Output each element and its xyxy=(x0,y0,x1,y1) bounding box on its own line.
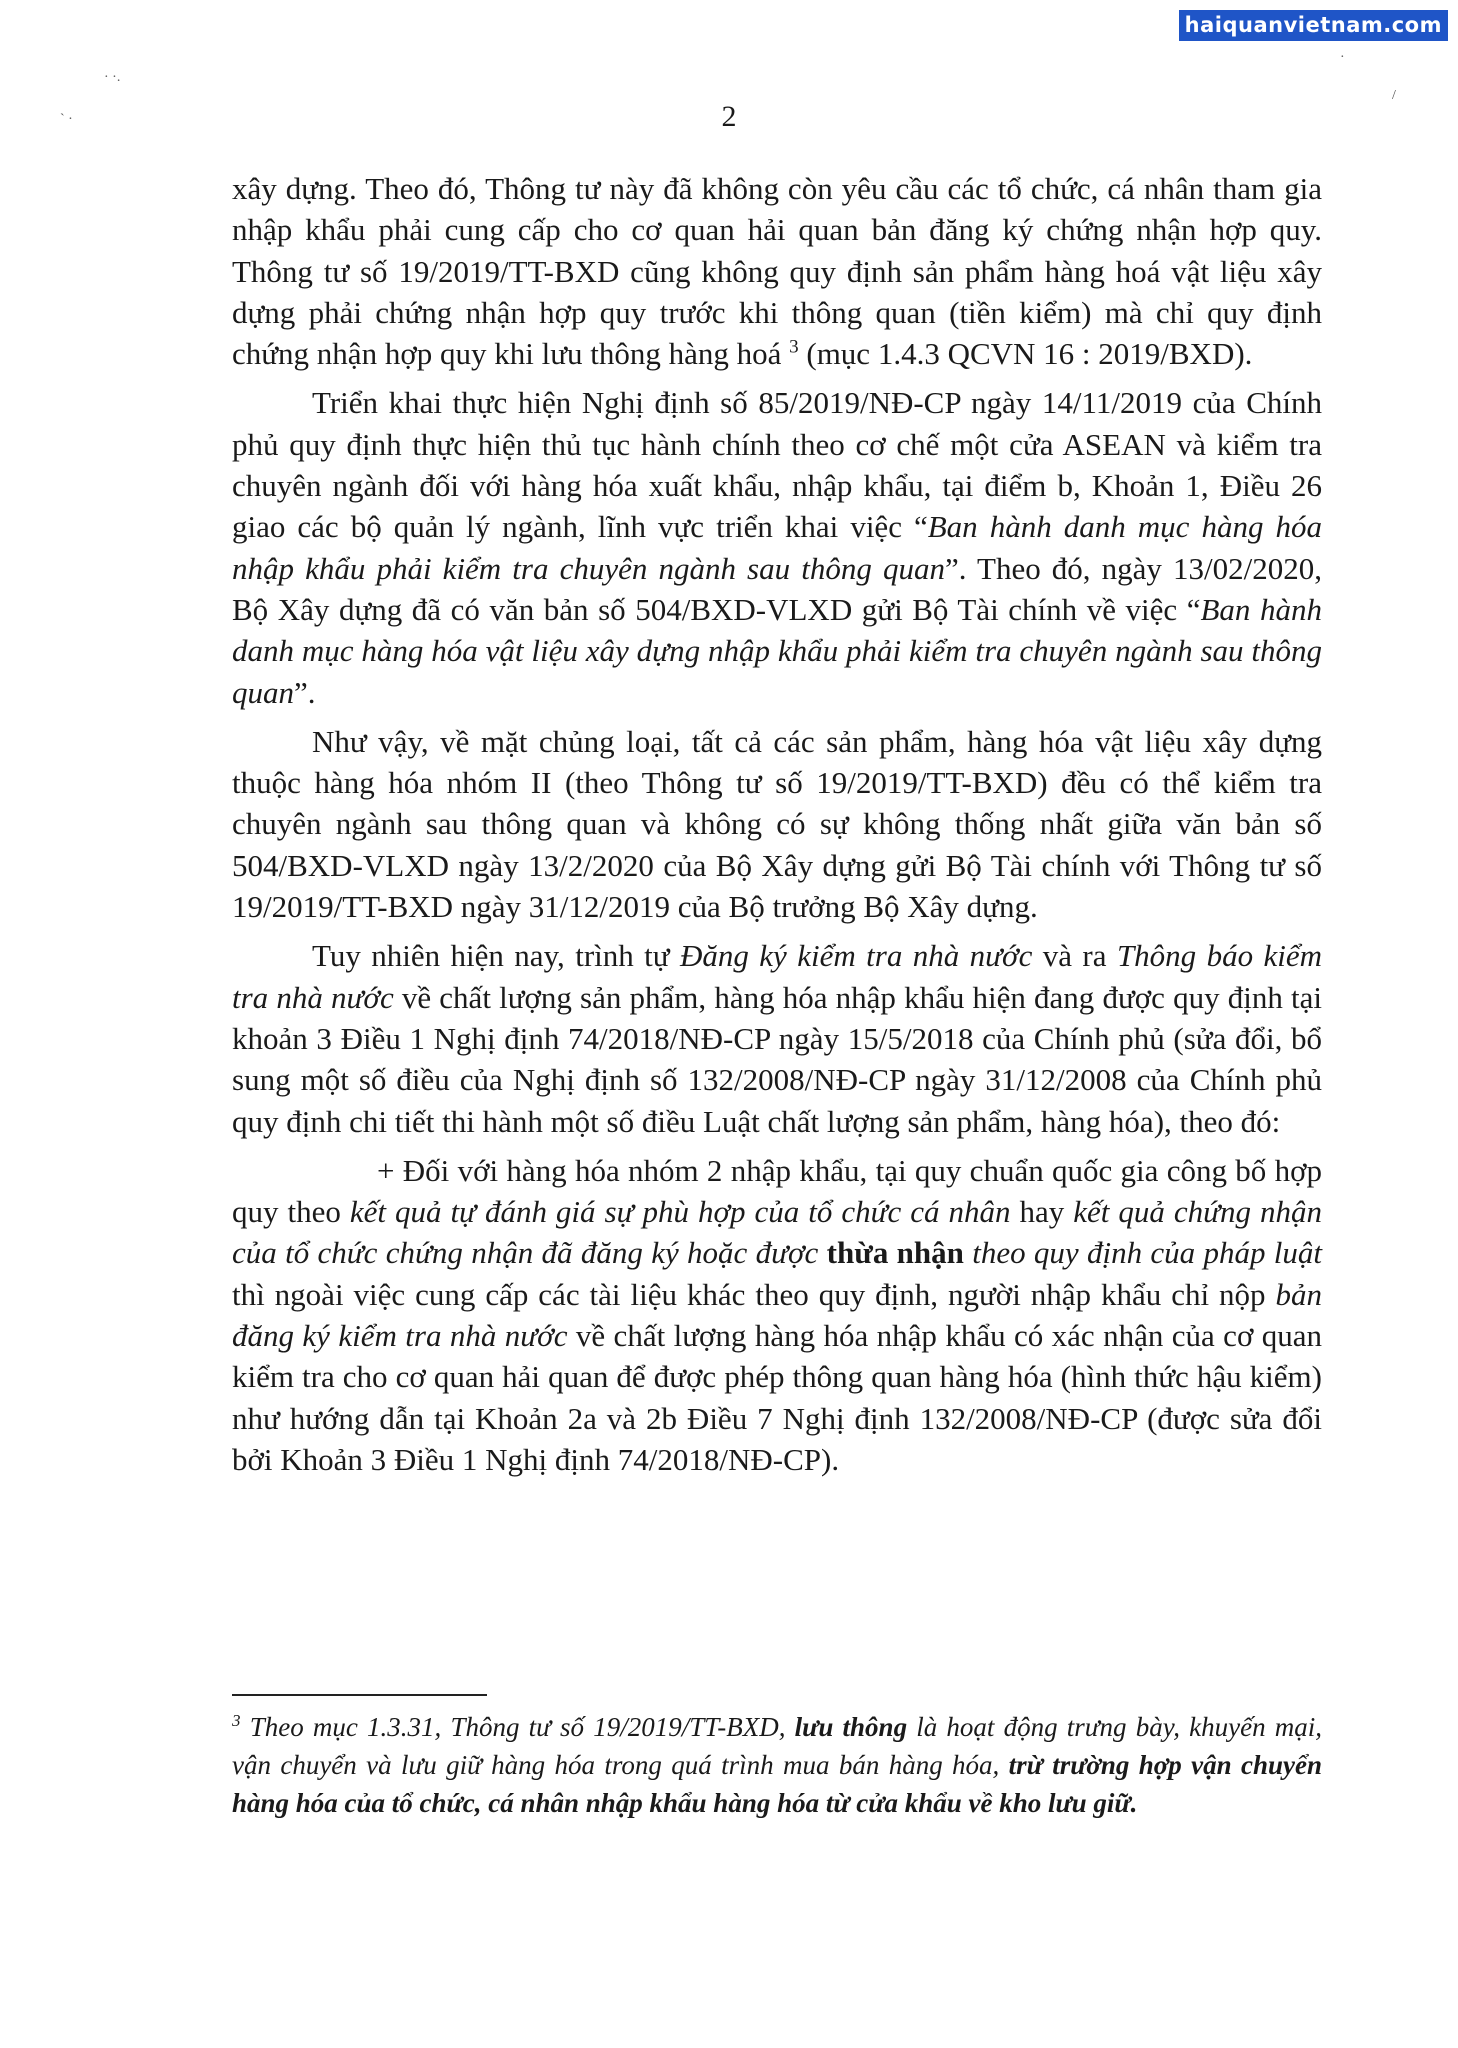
page-number: 2 xyxy=(721,100,737,133)
document-body xyxy=(232,168,1322,1488)
paragraph-3: Như vậy, về mặt chủng loại, tất cả các sản phẩm, hàng hóa vật liệu xây dựng thuộc hàng hóa nhóm II (theo Thông tư số 19/2019/TT-BXD) đều có thể kiểm tra chuyên ngành sau thông quan và không có sự không thống nhất giữa văn bản số 504/BXD-VLXD ngày 13/2/2020 của Bộ Xây dựng gửi Bộ Tài chính với Thông tư số 19/2019/TT-BXD ngày 31/12/2019 của Bộ trưởng Bộ Xây dựng. xyxy=(232,723,1322,925)
scan-speck: / xyxy=(1392,88,1396,103)
paragraph-5: + Đối với hàng hóa nhóm 2 nhập khẩu, tại quy chuẩn quốc gia công bố hợp quy theo kết quả tự đánh giá sự phù hợp của tổ chức cá nhân hay kết quả chứng nhận của tổ chức chứng nhận đã đăng ký hoặc được thừa nhận theo quy định của pháp luật thì ngoài việc cung cấp các tài liệu khác theo quy định, người nhập khẩu chỉ nộp bản đăng ký kiểm tra nhà nước về chất lượng hàng hóa nhập khẩu có xác nhận của cơ quan kiểm tra cho cơ quan hải quan để được phép thông quan hàng hóa (hình thức hậu kiểm) như hướng dẫn tại Khoản 2a và 2b Điều 7 Nghị định 132/2008/NĐ-CP (được sửa đổi bởi Khoản 3 Điều 1 Nghị định 74/2018/NĐ-CP). xyxy=(232,1152,1323,1477)
paragraph-2: Triển khai thực hiện Nghị định số 85/2019/NĐ-CP ngày 14/11/2019 của Chính phủ quy định thực hiện thủ tục hành chính theo cơ chế một cửa ASEAN và kiểm tra chuyên ngành đối với hàng hóa xuất khẩu, nhập khẩu, tại điểm b, Khoản 1, Điều 26 giao các bộ quản lý ngành, lĩnh vực triển khai việc “Ban hành danh mục hàng hóa nhập khẩu phải kiểm tra chuyên ngành sau thông quan”. Theo đó, ngày 13/02/2020, Bộ Xây dựng đã có văn bản số 504/BXD-VLXD gửi Bộ Tài chính về việc “Ban hành danh mục hàng hóa vật liệu xây dựng nhập khẩu phải kiểm tra chuyên ngành sau thông quan”. xyxy=(232,385,1322,710)
footnote: $^3$ Theo mục 1.3.31, Thông tư số 19/2019/TT-BXD, lưu thông là hoạt động trưng bày, khuyến mại, vận chuyển và lưu giữ hàng hóa trong quá trình mua bán hàng hóa, trừ trường hợp vận chuyển hàng hóa của tổ chức, cá nhân nhập khẩu hàng hóa từ cửa khẩu về kho lưu giữ. xyxy=(232,1711,1322,1818)
scan-speck: · ·. xyxy=(104,70,121,85)
scan-speck: · xyxy=(1340,50,1345,65)
footnote-number: 3 xyxy=(232,1711,241,1730)
watermark-label: haiquanvietnam.com xyxy=(1179,10,1448,41)
footnote-ref[interactable]: 3 xyxy=(789,336,799,358)
footnote-divider xyxy=(232,1694,487,1696)
paragraph-1: xây dựng. Theo đó, Thông tư này đã không còn yêu cầu các tổ chức, cá nhân tham gia nhập khẩu phải cung cấp cho cơ quan hải quan bản đăng ký chứng nhận hợp quy. Thông tư số 19/2019/TT-BXD cũng không quy định sản phẩm hàng hoá vật liệu xây dựng phải chứng nhận hợp quy trước khi thông quan (tiền kiểm) mà chỉ quy định chứng nhận hợp quy khi lưu thông hàng hoá $^3$ (mục 1.4.3 QCVN 16 : 2019/BXD). xyxy=(232,171,1322,372)
paragraph-4: Tuy nhiên hiện nay, trình tự Đăng ký kiểm tra nhà nước và ra Thông báo kiểm tra nhà nước về chất lượng sản phẩm, hàng hóa nhập khẩu hiện đang được quy định tại khoản 3 Điều 1 Nghị định 74/2018/NĐ-CP ngày 15/5/2018 của Chính phủ (sửa đổi, bổ sung một số điều của Nghị định số 132/2008/NĐ-CP ngày 31/12/2008 của Chính phủ quy định chi tiết thi hành một số điều Luật chất lượng sản phẩm, hàng hóa), theo đó: xyxy=(232,938,1323,1139)
scan-speck: ` · xyxy=(60,112,73,127)
